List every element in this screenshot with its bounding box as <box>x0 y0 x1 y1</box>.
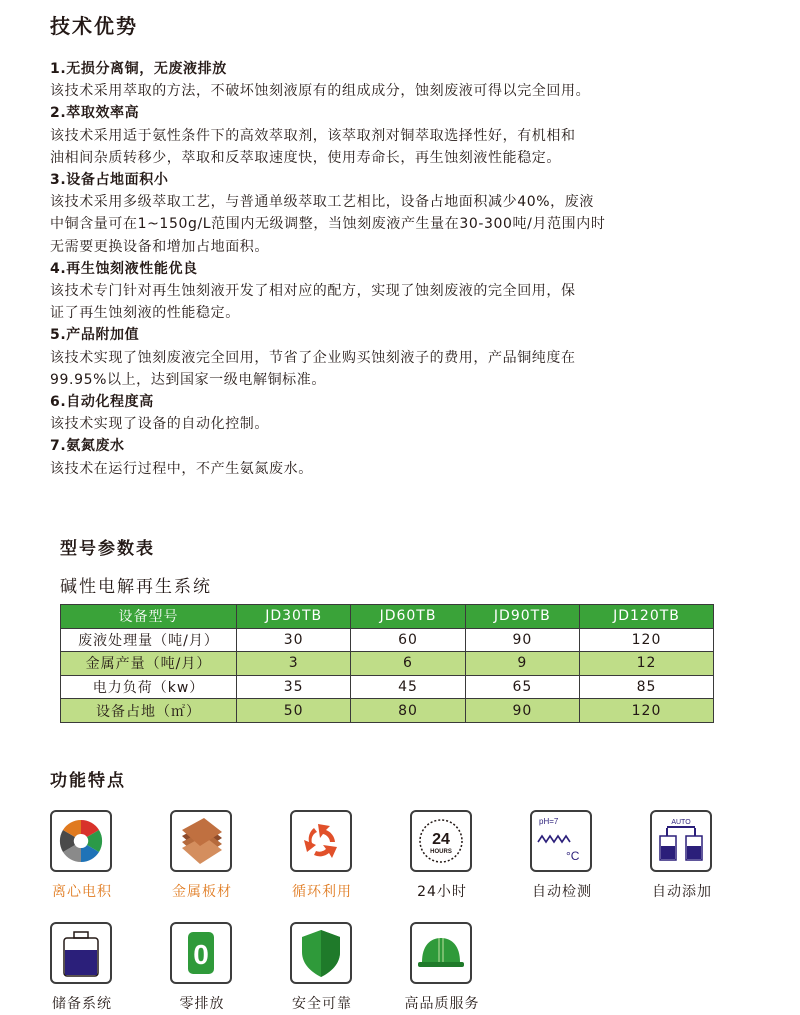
table-header-cell: JD30TB <box>237 605 351 629</box>
svg-text:HOURS: HOURS <box>430 849 452 855</box>
table-cell: 120 <box>580 699 714 723</box>
feature-label: 零排放 <box>179 996 225 1012</box>
feature-label: 循环利用 <box>292 884 352 900</box>
table-cell: 45 <box>351 675 465 699</box>
storage-tank-icon <box>52 924 110 982</box>
advantage-item <box>50 258 760 325</box>
centrifuge-icon <box>52 812 110 870</box>
feature-label: 金属板材 <box>172 884 232 900</box>
zero-discharge-icon <box>172 924 230 982</box>
advantage-title: 7.氨氮废水 <box>50 438 125 455</box>
advantage-text: 该技术实现了设备的自动化控制。 <box>50 416 269 433</box>
table-cell: 80 <box>351 699 465 723</box>
advantage-item <box>50 435 760 479</box>
advantage-text: 该技术实现了蚀刻废液完全回用，节省了企业购买蚀刻液子的费用，产品铜纯度在 <box>50 349 576 366</box>
advantage-text: 无需要更换设备和增加占地面积。 <box>50 238 269 255</box>
advantages-list <box>50 58 760 480</box>
feature-label: 自动检测 <box>532 884 592 900</box>
feature-recycle <box>272 810 372 900</box>
advantage-text: 该技术在运行过程中，不产生氨氮废水。 <box>50 460 313 477</box>
system-title: 碱性电解再生系统 <box>60 577 212 597</box>
table-cell: 85 <box>580 675 714 699</box>
table-row <box>61 628 714 652</box>
svg-text:0: 0 <box>193 939 209 970</box>
advantage-text: 该技术采用多级萃取工艺，与普通单级萃取工艺相比，设备占地面积减少40%，废液 <box>50 194 594 211</box>
advantage-text: 该技术专门针对再生蚀刻液开发了相对应的配方，实现了蚀刻废液的完全回用，保 <box>50 283 576 300</box>
feature-24-hours <box>392 810 492 900</box>
table-cell: 3 <box>237 652 351 676</box>
feature-label: 24小时 <box>417 884 467 900</box>
helmet-icon <box>412 924 470 982</box>
advantage-item <box>50 169 760 258</box>
feature-storage <box>32 922 132 1012</box>
feature-label: 离心电积 <box>52 884 112 900</box>
advantage-text: 油相间杂质转移少，萃取和反萃取速度快，使用寿命长，再生蚀刻液性能稳定。 <box>50 149 561 166</box>
table-cell: 金属产量（吨/月） <box>61 652 237 676</box>
feature-label: 安全可靠 <box>292 996 352 1012</box>
advantage-title: 4.再生蚀刻液性能优良 <box>50 260 198 277</box>
feature-zero-discharge <box>152 922 252 1012</box>
feature-quality-service <box>392 922 492 1012</box>
table-cell: 30 <box>237 628 351 652</box>
advantage-title: 5.产品附加值 <box>50 327 140 344</box>
table-row <box>61 652 714 676</box>
table-cell: 9 <box>465 652 579 676</box>
table-cell: 50 <box>237 699 351 723</box>
advantage-text: 该技术采用萃取的方法，不破坏蚀刻液原有的组成成分，蚀刻废液可得以完全回用。 <box>50 83 591 100</box>
feature-centrifuge <box>32 810 132 900</box>
feature-label: 高品质服务 <box>404 996 480 1012</box>
advantage-text: 99.95%以上，达到国家一级电解铜标准。 <box>50 371 326 388</box>
table-cell: 电力负荷（kw） <box>61 675 237 699</box>
advantage-item <box>50 391 760 435</box>
feature-safety <box>272 922 372 1012</box>
metal-sheet-icon <box>172 812 230 870</box>
params-table <box>60 604 714 723</box>
table-cell: 60 <box>351 628 465 652</box>
advantage-item <box>50 324 760 391</box>
table-row <box>61 699 714 723</box>
table-header-cell: JD60TB <box>351 605 465 629</box>
feature-label: 储备系统 <box>52 996 112 1012</box>
table-header-cell: 设备型号 <box>61 605 237 629</box>
svg-text:24: 24 <box>432 831 450 848</box>
advantage-text: 证了再生蚀刻液的性能稳定。 <box>50 305 240 322</box>
table-header-cell: JD90TB <box>465 605 579 629</box>
table-cell: 90 <box>465 699 579 723</box>
table-cell: 90 <box>465 628 579 652</box>
table-header-cell: JD120TB <box>580 605 714 629</box>
advantage-text: 中铜含量可在1~150g/L范围内无级调整，当蚀刻废液产生量在30-300吨/月范围内时 <box>50 216 606 233</box>
svg-text:°C: °C <box>566 849 580 863</box>
auto-add-icon <box>652 812 710 870</box>
advantage-item <box>50 58 760 102</box>
svg-text:AUTO: AUTO <box>671 819 691 826</box>
table-cell: 120 <box>580 628 714 652</box>
svg-text:pH=7: pH=7 <box>539 817 559 826</box>
advantage-title: 2.萃取效率高 <box>50 105 140 122</box>
table-header-row <box>61 605 714 629</box>
advantages-heading: 技术优势 <box>50 14 138 38</box>
shield-icon <box>292 924 350 982</box>
advantage-text: 该技术采用适于氨性条件下的高效萃取剂，该萃取剂对铜萃取选择性好，有机相和 <box>50 127 576 144</box>
feature-label: 自动添加 <box>652 884 712 900</box>
advantage-title: 6.自动化程度高 <box>50 394 154 411</box>
24-hours-icon <box>412 812 470 870</box>
feature-auto-detect <box>512 810 612 900</box>
features-heading: 功能特点 <box>50 771 126 791</box>
advantage-item <box>50 102 760 169</box>
table-cell: 12 <box>580 652 714 676</box>
advantage-title: 3.设备占地面积小 <box>50 172 169 189</box>
table-row <box>61 675 714 699</box>
table-cell: 6 <box>351 652 465 676</box>
auto-detect-icon <box>532 812 590 870</box>
params-heading: 型号参数表 <box>60 539 155 559</box>
table-cell: 设备占地（㎡） <box>61 699 237 723</box>
advantage-title: 1.无损分离铜，无废液排放 <box>50 61 227 77</box>
table-cell: 废液处理量（吨/月） <box>61 628 237 652</box>
table-cell: 35 <box>237 675 351 699</box>
recycle-icon <box>292 812 350 870</box>
table-cell: 65 <box>465 675 579 699</box>
feature-metal-sheet <box>152 810 252 900</box>
feature-auto-add <box>632 810 732 900</box>
